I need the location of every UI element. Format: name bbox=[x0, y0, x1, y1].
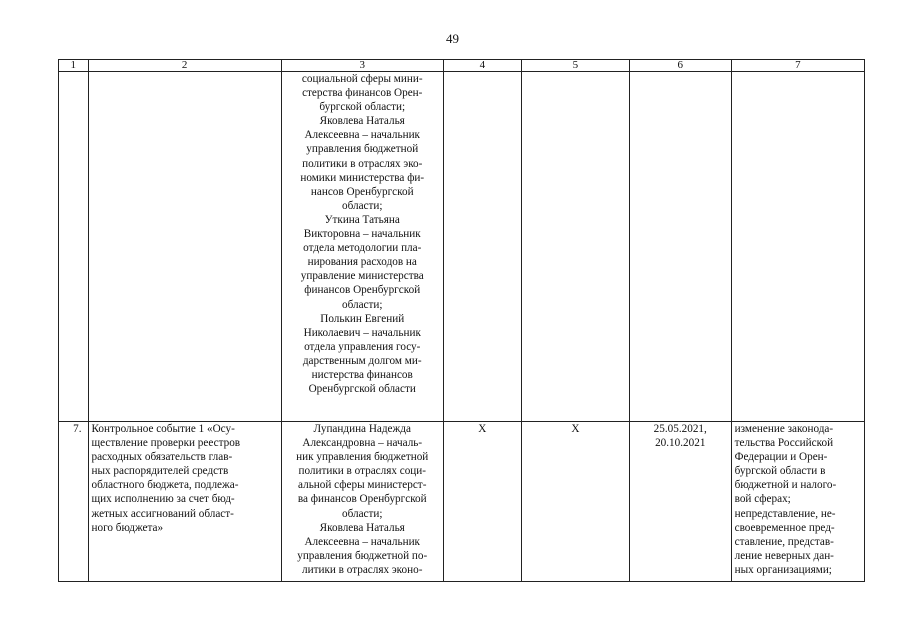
text-line: политики в отраслях соци- bbox=[298, 465, 427, 478]
cell-event-empty bbox=[88, 72, 281, 422]
text-line: бюджетной и налого- bbox=[734, 479, 837, 492]
text-line: изменение законода- bbox=[734, 423, 834, 435]
table-row-7 bbox=[59, 422, 865, 582]
page-number: 49 bbox=[446, 31, 459, 46]
text-line: нансов Оренбургской bbox=[310, 185, 414, 198]
text-line: тельства Российской bbox=[734, 437, 834, 450]
text-line: области; bbox=[341, 199, 383, 212]
row-number: 7. bbox=[59, 422, 89, 582]
text-line: финансов Оренбургской bbox=[304, 284, 421, 297]
text-line: дарственным долгом ми- bbox=[302, 354, 422, 367]
column-header: 1 bbox=[59, 60, 89, 72]
text-line: Яковлева Наталья bbox=[319, 115, 405, 128]
text-line: социальной сферы мини- bbox=[301, 73, 423, 85]
text-line: щих исполнению за счет бюд- bbox=[91, 493, 235, 506]
cell-responsible-continuation bbox=[281, 72, 443, 422]
cell-col4-empty bbox=[443, 72, 521, 422]
table-header-row bbox=[59, 60, 865, 72]
column-header: 3 bbox=[281, 60, 443, 72]
text-line: нирования расходов на bbox=[307, 256, 417, 269]
text-line: Алексеевна – начальник bbox=[304, 129, 420, 142]
risk-lines bbox=[735, 422, 861, 577]
event-description-lines bbox=[92, 422, 278, 535]
date-lines bbox=[633, 422, 728, 450]
text-line: ществление проверки реестров bbox=[91, 437, 241, 450]
cell-col5-empty bbox=[522, 72, 630, 422]
column-header: 6 bbox=[629, 60, 731, 72]
text-line: области; bbox=[341, 298, 383, 311]
text-line: Яковлева Наталья bbox=[319, 521, 405, 534]
column-header: 5 bbox=[522, 60, 630, 72]
text-line: областного бюджета, подлежа- bbox=[91, 479, 239, 492]
responsible-lines bbox=[285, 422, 440, 577]
cell-dates bbox=[629, 422, 731, 582]
cell-col6-empty bbox=[629, 72, 731, 422]
text-line: Александровна – началь- bbox=[302, 437, 423, 450]
text-line: ных распорядителей средств bbox=[91, 465, 229, 478]
text-line: Алексеевна – начальник bbox=[304, 535, 420, 548]
text-line: ных организациями; bbox=[734, 563, 832, 576]
document-table bbox=[58, 59, 865, 582]
text-line: 25.05.2021, bbox=[653, 423, 707, 435]
text-line: ва финансов Оренбургской bbox=[297, 493, 427, 506]
text-line: Контрольное событие 1 «Осу- bbox=[91, 423, 235, 435]
text-line: альной сферы министерст- bbox=[298, 479, 427, 492]
text-line: Оренбургской области bbox=[308, 383, 416, 396]
text-line: Викторовна – начальник bbox=[303, 228, 421, 241]
column-header: 2 bbox=[88, 60, 281, 72]
text-line: ставление, представ- bbox=[734, 535, 834, 548]
text-line: управления бюджетной bbox=[306, 143, 419, 156]
text-line: области; bbox=[341, 507, 383, 520]
text-line: стерства финансов Орен- bbox=[302, 87, 423, 100]
cell-col7-empty bbox=[731, 72, 864, 422]
cell-risks bbox=[731, 422, 864, 582]
text-line: Лупандина Надежда bbox=[313, 423, 411, 435]
text-line: 20.10.2021 bbox=[655, 437, 706, 450]
cell-col4-mark: X bbox=[443, 422, 521, 582]
responsible-lines bbox=[285, 72, 440, 396]
text-line: политики в отраслях эко- bbox=[302, 157, 423, 170]
text-line: номики министерства фи- bbox=[300, 171, 425, 184]
text-line: вой сферах; bbox=[734, 493, 791, 506]
text-line: непредставление, не- bbox=[734, 507, 836, 520]
table-row-continuation bbox=[59, 72, 865, 422]
text-line: ление неверных дан- bbox=[734, 549, 834, 562]
text-line: Уткина Татьяна bbox=[324, 213, 400, 226]
column-header: 4 bbox=[443, 60, 521, 72]
text-line: отдела методологии пла- bbox=[303, 242, 422, 255]
text-line: Николаевич – начальник bbox=[303, 326, 421, 339]
text-line: Федерации и Орен- bbox=[734, 451, 828, 464]
cell-number-empty bbox=[59, 72, 89, 422]
text-line: расходных обязательств глав- bbox=[91, 451, 233, 464]
text-line: своевременное пред- bbox=[734, 521, 835, 534]
text-line: бургской области; bbox=[319, 101, 406, 114]
text-line: управление министерства bbox=[300, 270, 424, 283]
cell-event bbox=[88, 422, 281, 582]
text-line: отдела управления госу- bbox=[304, 340, 421, 353]
text-line: Полькин Евгений bbox=[320, 312, 405, 325]
column-header: 7 bbox=[731, 60, 864, 72]
text-line: ного бюджета» bbox=[91, 521, 164, 534]
text-line: литики в отраслях эконо- bbox=[302, 563, 423, 576]
cell-col5-mark: X bbox=[522, 422, 630, 582]
text-line: ник управления бюджетной bbox=[296, 451, 429, 464]
text-line: бургской области в bbox=[734, 465, 826, 478]
cell-responsible bbox=[281, 422, 443, 582]
text-line: управления бюджетной по- bbox=[297, 549, 428, 562]
text-line: нистерства финансов bbox=[311, 368, 413, 381]
text-line: жетных ассигнований област- bbox=[91, 507, 234, 520]
